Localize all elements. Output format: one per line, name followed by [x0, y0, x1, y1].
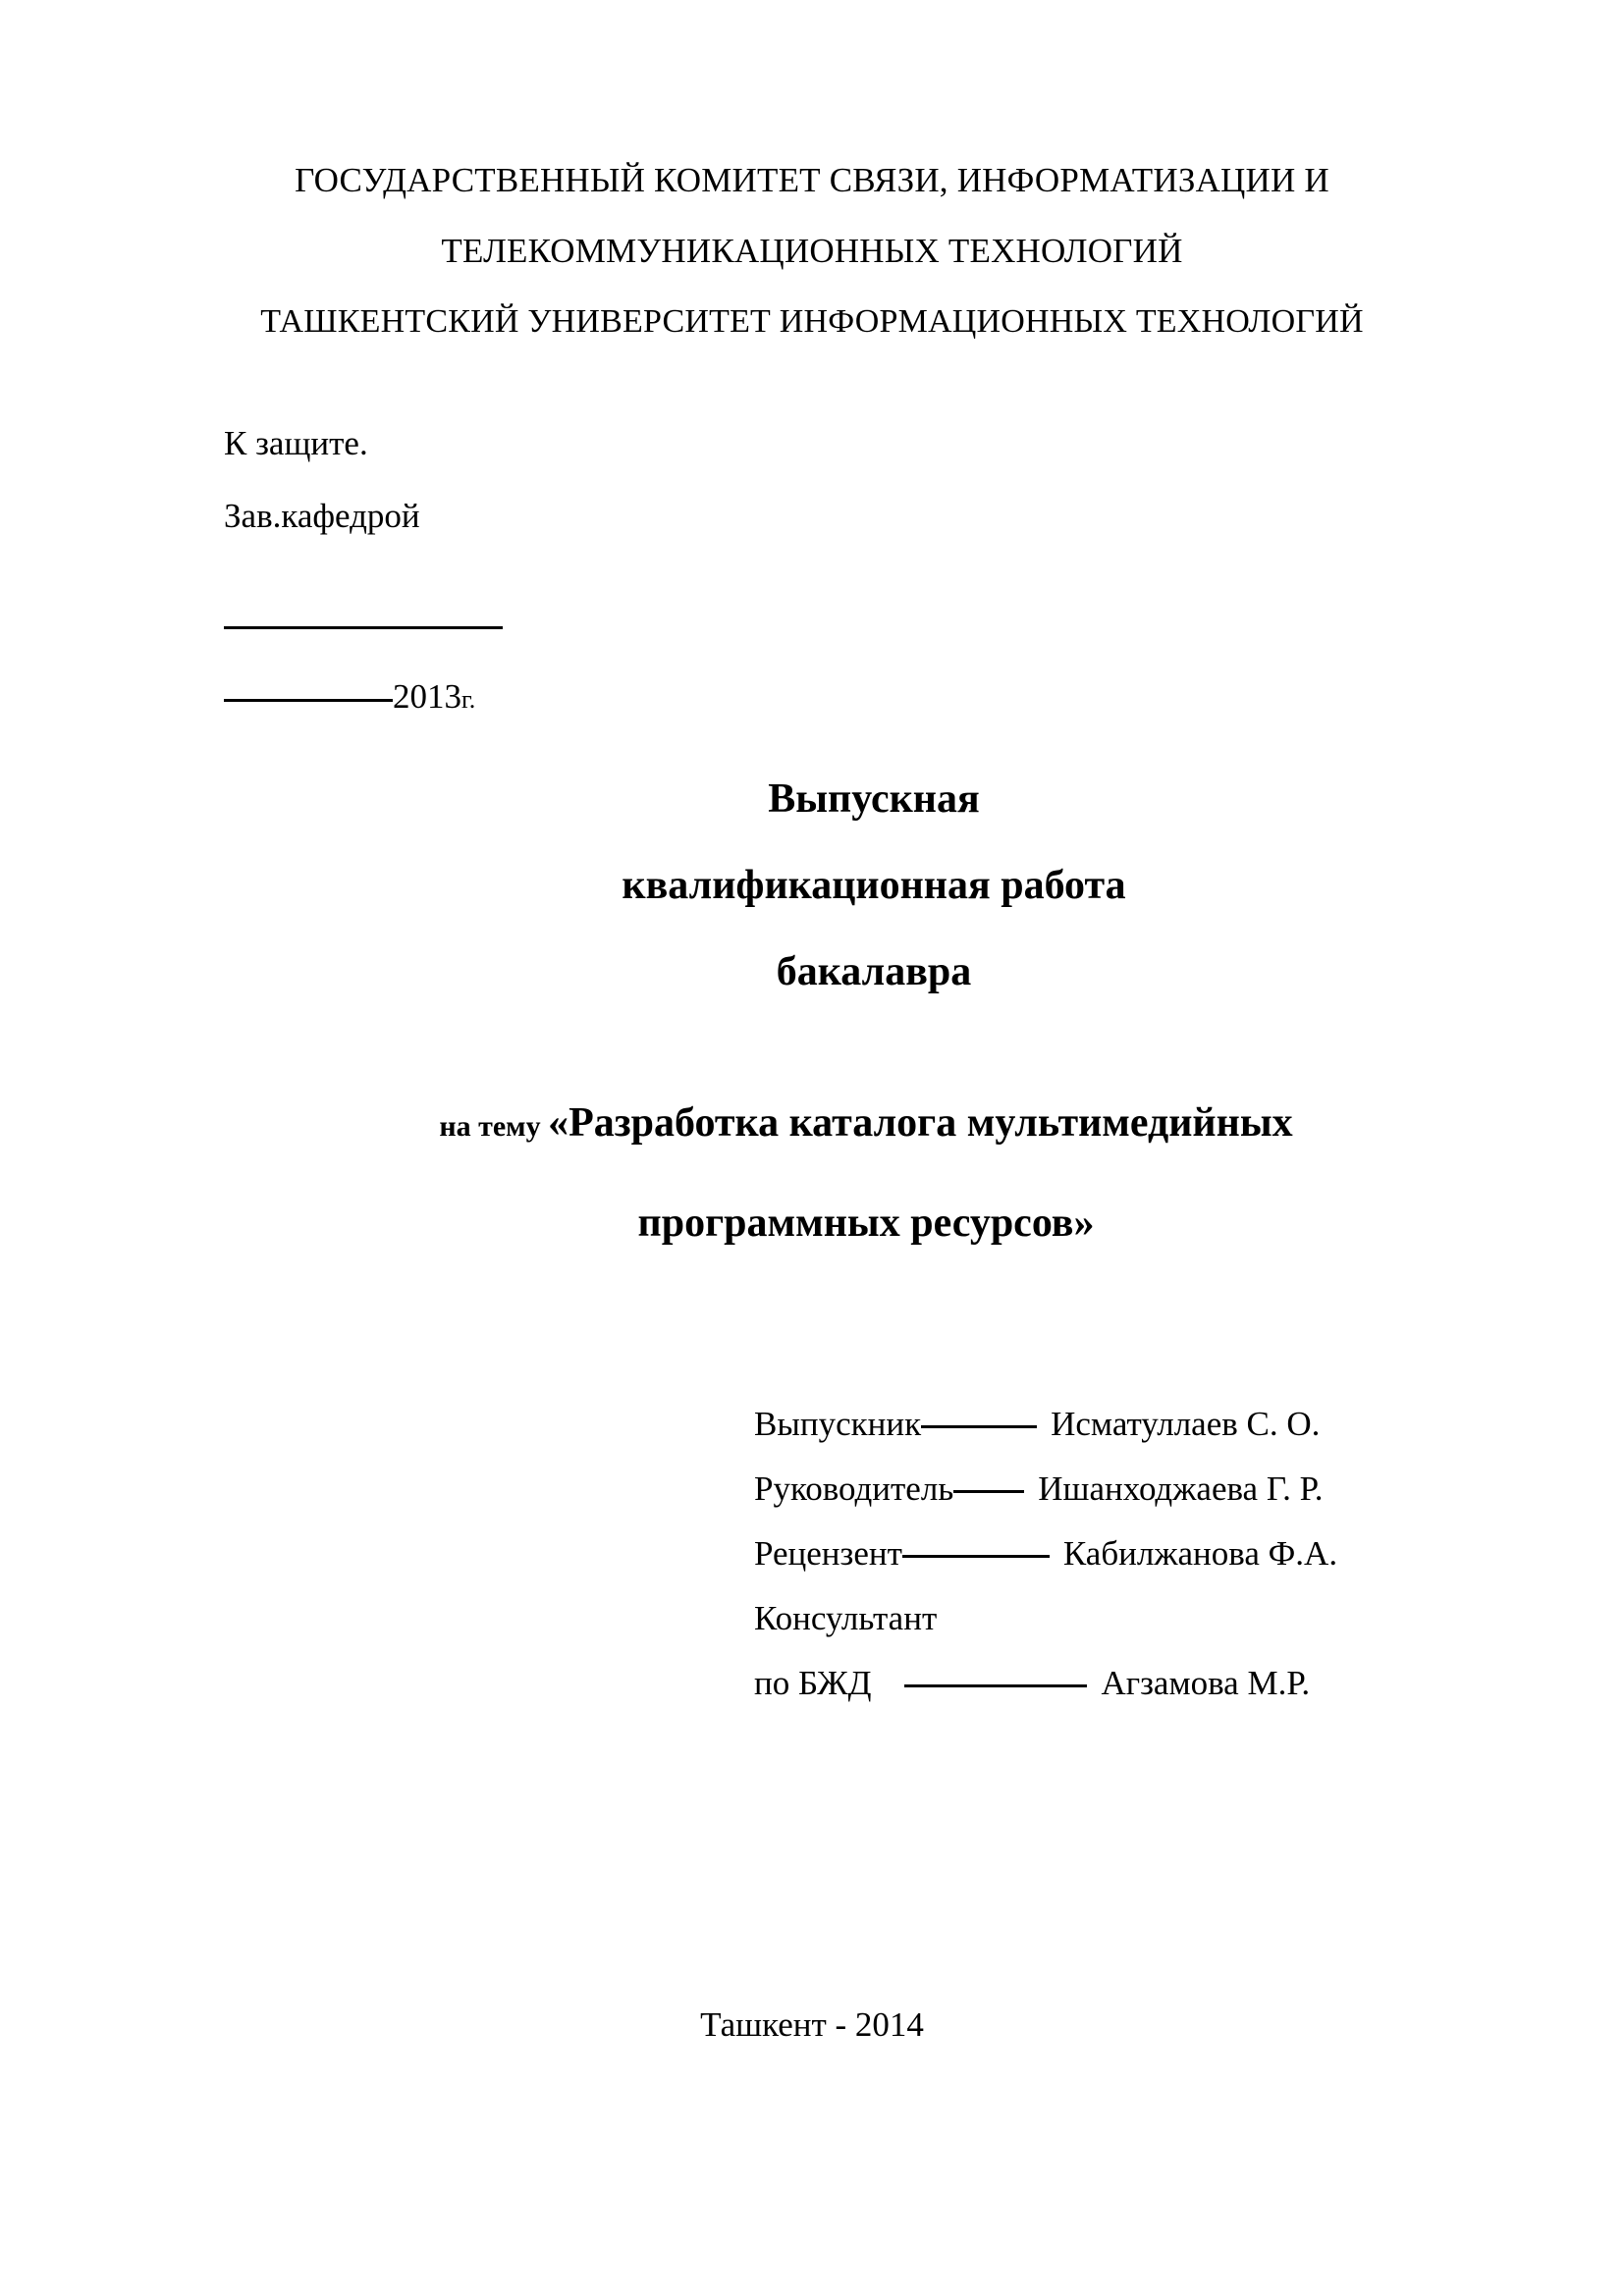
graduate-signature-rule — [921, 1425, 1037, 1428]
reviewer-signature-rule — [902, 1555, 1050, 1558]
signature-row-supervisor — [754, 1457, 1500, 1522]
approval-spacer — [224, 553, 833, 588]
topic-text-line-2: программных ресурсов — [637, 1201, 1074, 1246]
graduate-name: Исматуллаев С. О. — [1051, 1405, 1321, 1443]
approval-date-line — [224, 661, 833, 736]
department-head-signature-line — [224, 588, 833, 661]
thesis-title-inner — [236, 756, 1512, 1015]
thesis-topic-line-1 — [189, 1075, 1543, 1175]
defense-label: К защите. — [224, 424, 368, 462]
consultant-name: Агзамова М.Р. — [1101, 1664, 1311, 1702]
consultant-role-label: Консультант — [754, 1599, 938, 1637]
consultant-label-row — [754, 1586, 1500, 1651]
approval-year: 2013 — [393, 677, 461, 716]
date-rule — [224, 699, 393, 702]
footer-block — [0, 2001, 1624, 2050]
thesis-title-line-3: бакалавра — [776, 949, 972, 994]
topic-prefix-label: на тему — [439, 1110, 541, 1143]
department-head-label: Зав.кафедрой — [224, 497, 420, 535]
topic-text-line-1: Разработка каталога мультимедийных — [568, 1100, 1293, 1146]
topic-quote-open: « — [548, 1100, 569, 1146]
supervisor-name: Ишанходжаева Г. Р. — [1038, 1469, 1324, 1508]
approval-year-suffix: г. — [461, 685, 476, 714]
topic-quote-close: » — [1073, 1201, 1095, 1246]
signature-row-graduate — [754, 1392, 1500, 1457]
reviewer-name: Кабилжанова Ф.А. — [1062, 1534, 1338, 1573]
supervisor-role-label: Руководитель — [754, 1469, 954, 1508]
graduate-role-label: Выпускник — [754, 1405, 922, 1443]
organization-header — [0, 145, 1624, 357]
supervisor-signature-rule — [953, 1490, 1024, 1493]
organization-line-3: ТАШКЕНТСКИЙ УНИВЕРСИТЕТ ИНФОРМАЦИОННЫХ ТЕХНОЛОГИЙ — [260, 303, 1364, 340]
signature-rule — [224, 626, 503, 629]
organization-line-2: ТЕЛЕКОММУНИКАЦИОННЫХ ТЕХНОЛОГИЙ — [441, 232, 1183, 270]
consultant-signature-rule — [904, 1684, 1087, 1687]
thesis-topic-line-2 — [189, 1175, 1543, 1271]
thesis-topic-inner — [189, 1075, 1543, 1271]
signature-block — [754, 1392, 1500, 1716]
organization-line-1: ГОСУДАРСТВЕННЫЙ КОМИТЕТ СВЯЗИ, ИНФОРМАТИЗАЦИИ И — [295, 161, 1329, 199]
reviewer-role-label: Рецензент — [754, 1534, 902, 1573]
thesis-title-line-1: Выпускная — [768, 776, 980, 822]
thesis-topic-block — [0, 1075, 1624, 1271]
thesis-title-line-2: квалификационная работа — [622, 863, 1126, 908]
approval-block — [224, 407, 833, 736]
thesis-title-block — [0, 756, 1624, 1015]
signature-row-reviewer — [754, 1522, 1500, 1586]
place-and-year: Ташкент - 2014 — [700, 2005, 924, 2044]
signature-row-consultant-safety — [754, 1651, 1500, 1716]
consultant-subject-label: по БЖД — [754, 1664, 872, 1702]
